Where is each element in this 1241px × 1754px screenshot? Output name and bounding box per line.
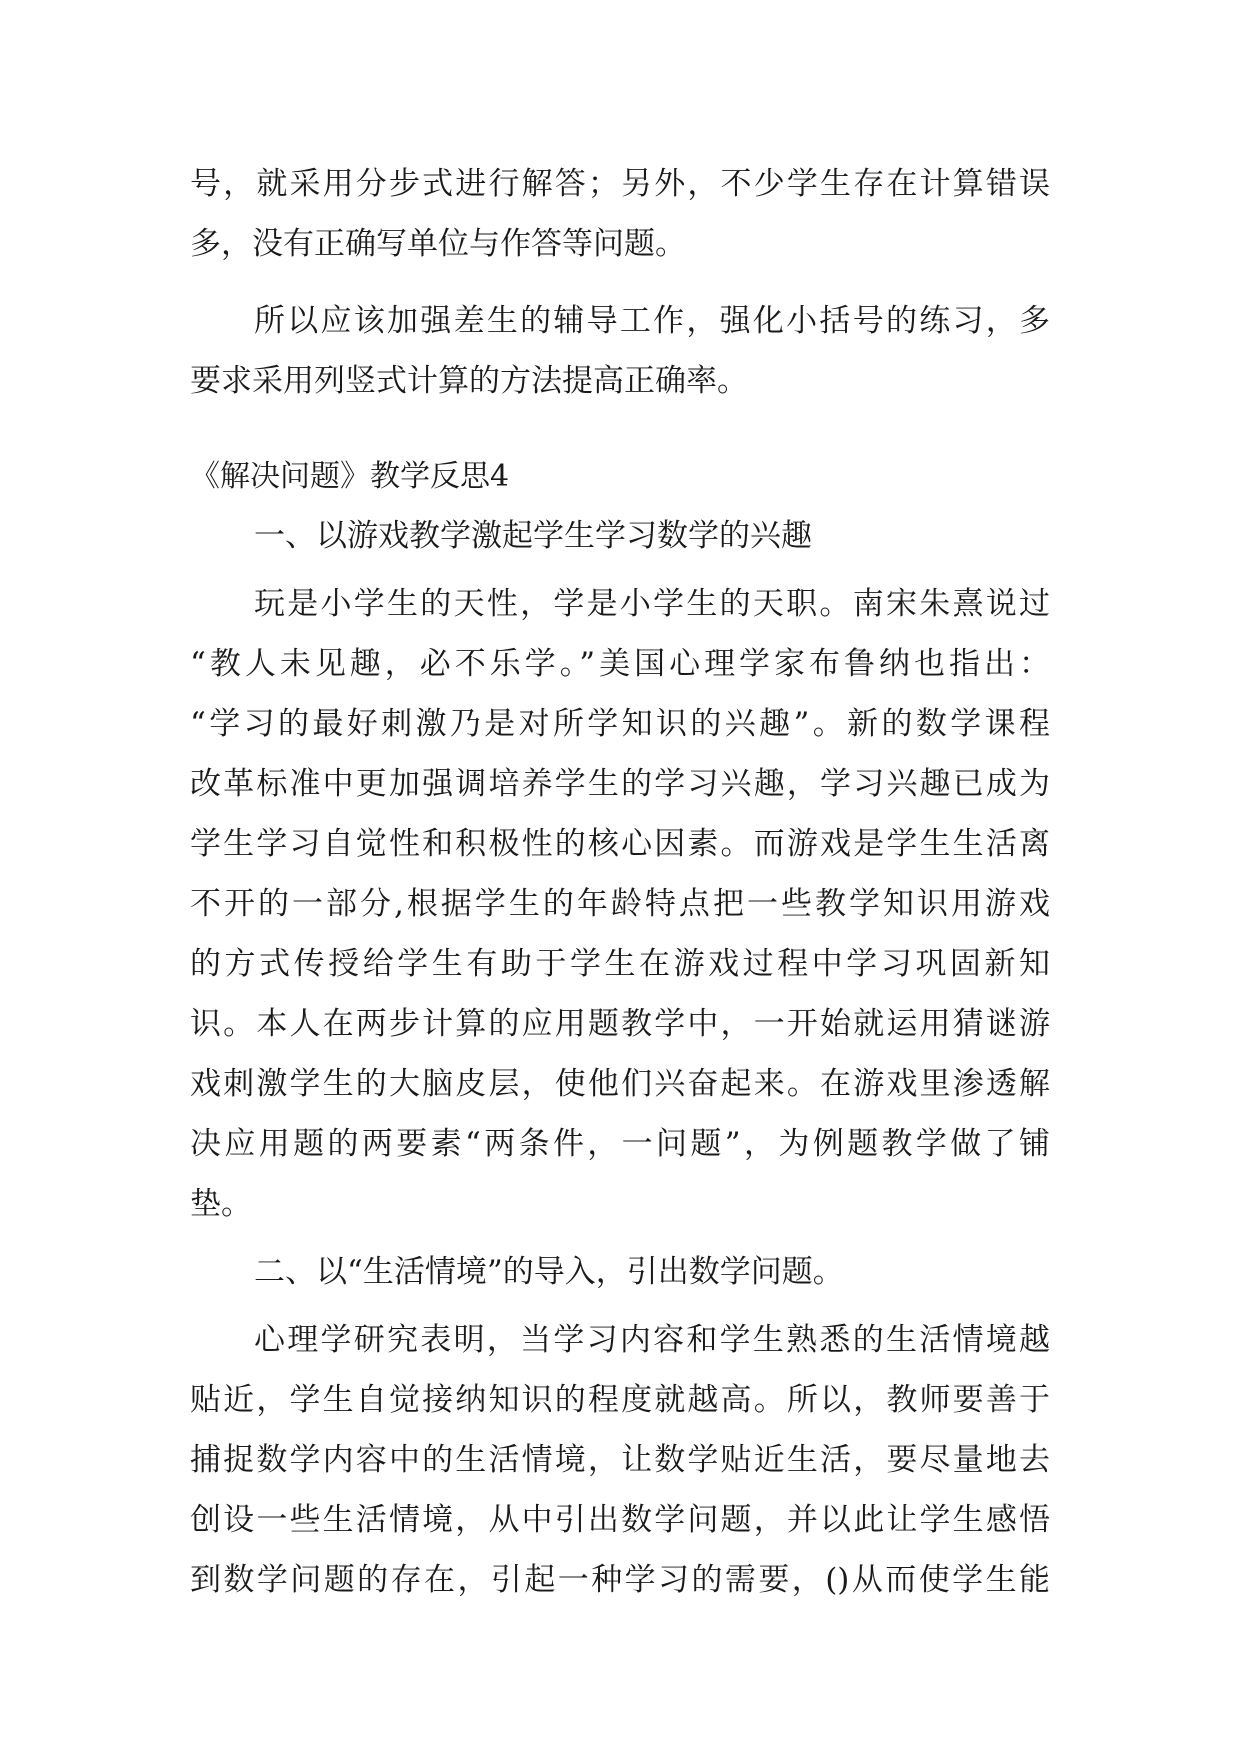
text-line: 改革标准中更加强调培养学生的学习兴趣，学习兴趣已成为 [190, 766, 1050, 802]
text-line: “教人未见趣，必不乐学。”美国心理学家布鲁纳也指出： [190, 646, 1050, 682]
text-line: 号，就采用分步式进行解答；另外，不少学生存在计算错误 [190, 166, 1050, 202]
section-heading: 《解决问题》教学反思4 [190, 459, 510, 494]
subheading: 二、以“生活情境”的导入，引出数学问题。 [254, 1254, 844, 1290]
text-line: 心理学研究表明，当学习内容和学生熟悉的生活情境越 [254, 1322, 1050, 1358]
text-line: 不开的一部分,根据学生的年龄特点把一些教学知识用游戏 [190, 886, 1050, 922]
text-line: “学习的最好刺激乃是对所学知识的兴趣”。新的数学课程 [190, 706, 1050, 742]
text-line: 多，没有正确写单位与作答等问题。 [190, 226, 686, 262]
text-line: 决应用题的两要素“两条件，一问题”，为例题教学做了铺 [190, 1126, 1050, 1162]
text-line: 戏刺激学生的大脑皮层，使他们兴奋起来。在游戏里渗透解 [190, 1066, 1050, 1102]
text-line: 玩是小学生的天性，学是小学生的天职。南宋朱熹说过 [254, 586, 1050, 622]
text-line: 垫。 [190, 1186, 252, 1222]
text-line: 要求采用列竖式计算的方法提高正确率。 [190, 363, 748, 399]
text-line: 学生学习自觉性和积极性的核心因素。而游戏是学生生活离 [190, 826, 1050, 862]
subheading: 一、以游戏教学激起学生学习数学的兴趣 [254, 518, 812, 554]
text-line: 创设一些生活情境，从中引出数学问题，并以此让学生感悟 [190, 1502, 1050, 1538]
text-line: 所以应该加强差生的辅导工作，强化小括号的练习，多 [254, 303, 1050, 339]
text-line: 到数学问题的存在，引起一种学习的需要，()从而使学生能 [190, 1562, 1050, 1598]
text-line: 贴近，学生自觉接纳知识的程度就越高。所以，教师要善于 [190, 1382, 1050, 1418]
text-line: 的方式传授给学生有助于学生在游戏过程中学习巩固新知 [190, 946, 1050, 982]
text-line: 捕捉数学内容中的生活情境，让数学贴近生活，要尽量地去 [190, 1442, 1050, 1478]
text-line: 识。本人在两步计算的应用题教学中，一开始就运用猜谜游 [190, 1006, 1050, 1042]
